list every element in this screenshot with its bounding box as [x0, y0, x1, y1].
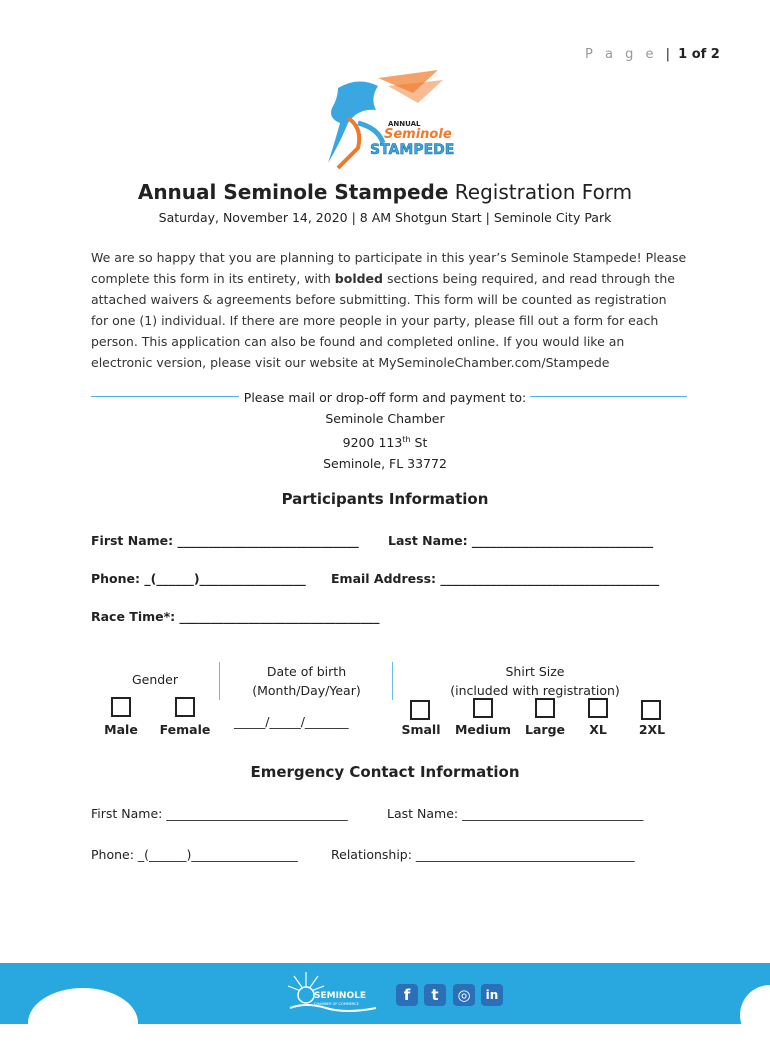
- participant-email-field[interactable]: Email Address: ___________________________________: [331, 571, 660, 586]
- facebook-icon[interactable]: f: [396, 984, 418, 1006]
- event-subtitle: Saturday, November 14, 2020 | 8 AM Shotgun Start | Seminole City Park: [158, 210, 612, 225]
- emergency-relationship-field[interactable]: Relationship: ___________________________________: [331, 847, 635, 862]
- participants-heading: Participants Information: [281, 490, 489, 508]
- shirt-small-checkbox[interactable]: [410, 700, 430, 720]
- mail-street-sup: th: [402, 435, 411, 444]
- logo-small-text: ANNUAL: [388, 120, 421, 128]
- shirt-large-label: Large: [525, 722, 565, 737]
- emergency-last-name-field[interactable]: Last Name: _____________________________: [387, 806, 644, 821]
- chamber-logo-name: SEMINOLE: [314, 991, 367, 1001]
- gender-label: Gender: [131, 672, 179, 687]
- dob-field[interactable]: _____/_____/_______: [234, 714, 349, 729]
- intro-bold: bolded: [334, 271, 383, 286]
- shirt-xl-label: XL: [589, 722, 607, 737]
- page-value: 1 of 2: [678, 47, 720, 62]
- mail-line-3: Seminole, FL 33772: [323, 456, 447, 472]
- title-rest: Registration Form: [448, 180, 633, 204]
- gender-divider: [219, 662, 220, 700]
- shirt-medium-label: Medium: [454, 722, 512, 737]
- twitter-icon[interactable]: t: [424, 984, 446, 1006]
- shirt-size-label: Shirt Size: [505, 664, 565, 679]
- race-time-field[interactable]: Race Time*: ________________________________: [91, 609, 380, 624]
- shirt-xl-checkbox[interactable]: [588, 698, 608, 718]
- shirt-2xl-checkbox[interactable]: [641, 700, 661, 720]
- intro-text-a: We are so happy that you are planning to participate in this year’s Seminole Stampede! Please complete this form in its entirety, with: [91, 250, 687, 286]
- form-title: [0, 180, 770, 204]
- stampede-logo: [318, 68, 458, 176]
- gender-male-checkbox[interactable]: [111, 697, 131, 717]
- mail-address: [0, 387, 770, 474]
- mail-street-number: 9200 113: [342, 435, 403, 451]
- dob-divider: [392, 662, 393, 700]
- participant-last-name-field[interactable]: Last Name: _____________________________: [388, 533, 654, 548]
- mail-street-name: St: [410, 435, 428, 451]
- mail-heading: Please mail or drop-off form and payment to:: [243, 390, 527, 405]
- participant-phone-field[interactable]: Phone: _(______)_________________: [91, 571, 306, 586]
- gender-female-label: Female: [159, 722, 211, 737]
- page-number: [585, 47, 720, 62]
- intro-text-b: sections being required, and read through the attached waivers & agreements before submitting. This form will be counted as registration for one (1) individual. If there are more people in your party, please fill out a form for each person. This application can also be found and completed online. If you would like an electronic version, please visit our website at MySeminoleChamber.com/Stampede: [91, 271, 675, 370]
- gender-male-label: Male: [104, 722, 138, 737]
- shirt-size-note: (included with registration): [450, 683, 620, 698]
- emergency-heading: Emergency Contact Information: [250, 763, 520, 781]
- chamber-logo-sub: CHAMBER OF COMMERCE: [314, 1002, 359, 1006]
- footer-cloud-left: [28, 988, 138, 1058]
- mail-line-2: [0, 429, 770, 453]
- participant-first-name-field[interactable]: First Name: _____________________________: [91, 533, 359, 548]
- instagram-icon[interactable]: ◎: [453, 984, 475, 1006]
- chamber-logo: [286, 968, 386, 1018]
- page-separator: |: [665, 47, 670, 62]
- dob-label: Date of birth: [266, 664, 347, 679]
- shirt-small-label: Small: [401, 722, 441, 737]
- intro-paragraph: [91, 247, 687, 373]
- shirt-2xl-label: 2XL: [638, 722, 666, 737]
- shirt-medium-checkbox[interactable]: [473, 698, 493, 718]
- emergency-first-name-field[interactable]: First Name: _____________________________: [91, 806, 348, 821]
- gender-female-checkbox[interactable]: [175, 697, 195, 717]
- linkedin-icon[interactable]: in: [481, 984, 503, 1006]
- mail-line-1: Seminole Chamber: [325, 411, 445, 426]
- shirt-large-checkbox[interactable]: [535, 698, 555, 718]
- page-prefix: P a g e: [585, 47, 658, 62]
- dob-format-label: (Month/Day/Year): [252, 683, 361, 698]
- logo-sub: STAMPEDE: [370, 142, 455, 158]
- title-bold: Annual Seminole Stampede: [137, 180, 449, 204]
- emergency-phone-field[interactable]: Phone: _(______)_________________: [91, 847, 298, 862]
- logo-name: Seminole: [384, 127, 452, 142]
